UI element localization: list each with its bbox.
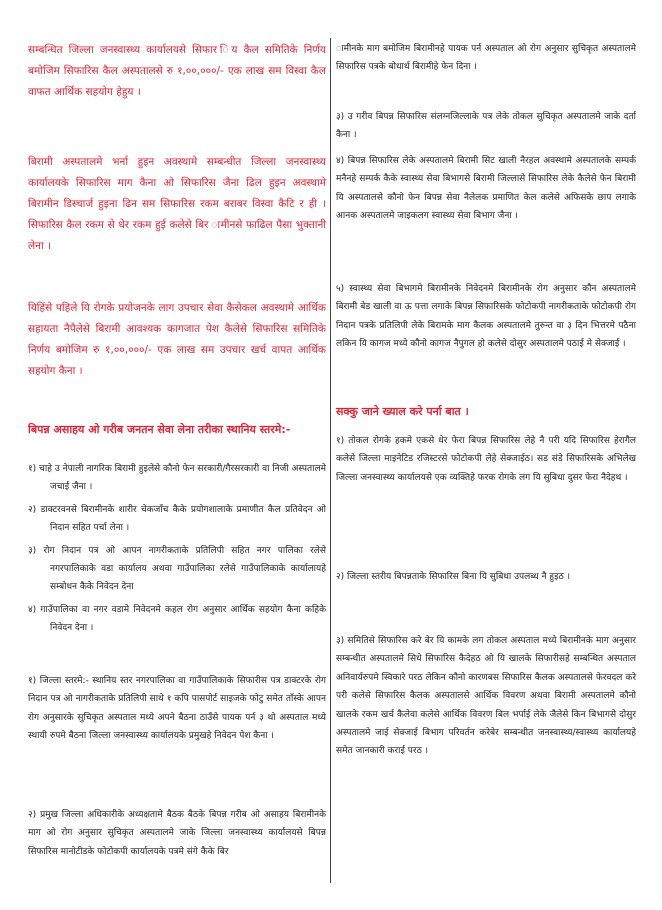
right-item-3: ३) समितिसे सिफारिस करे बेर यि कामके लग तोकल अस्पताल मध्ये बिरामीनके माग अनुसार सम्बन्धीत अस्पतालमे सिधे सिफारिस कैदेहठ ओ यि खालके सिफारीसहे सम्बन्धित अस्पताल अनिवार्यरुपमे स्विकारे परठ लेकिन कौनो कारणबस सिफारिस कैलक अस्पतालसे फेरवदल करे परी कलेसे सिफारिस कैलक अस्पतालसे आर्थिक विवरण अथवा बिरामी अस्पतालमे कौनो खालके रकम खर्च कैलेवा कलेसे आर्थिक विवरण बिल भर्पाई लेके जैलेसे किन बिभागसे दोसुर अस्पतालमे जाई सेक्जाई बिभाग परिवर्तन करेबेर सम्बन्धीत जनस्वास्थ्य/स्वास्थ्य कार्यालयहे समेत जानकारी कराई परठ । xyxy=(336,636,636,757)
list-item xyxy=(28,501,326,538)
right-item-1: १) तोकल रोगके हकमे एकसे धेर फेरा बिपन्न सिफारिस लेहे नै परी यदि सिफारिस हेरागैल कलेसे जिल्ला माइनेटिड रजिस्टरसे फोटोकपी लेहे सेक्जाईठ। सड संडे सिफारिसके अभिलेख जिल्ला जनस्वास्थ्य कार्यालयसे एक व्यक्तिहे फरक रोगके लग यि सुबिधा दुसर फेरा नैदेहथ । xyxy=(336,436,636,483)
left-para-4: १) जिल्ला स्तरमे:- स्थानिय स्तर नगरपालिका वा गाउँपालिकाके सिफारीस पत्र डाक्टरके रोग निदान पत्र ओ नागरीकताके प्रतिलिपी साथे १ कपि पासपोर्ट साइजके फोटु समेत ताँस्के आपन रोग अनुसारके सुचिकृत अस्पताल मध्ये अपने बैठना ठाउँसे पायक पर्न ३ थो अस्पताल मध्ये स्थायी रुपमे बैठना जिल्ला जनस्वास्थ्य कार्यालयके प्रमुखहे निवेदन पेश कैना । xyxy=(28,676,326,742)
list-item xyxy=(28,601,326,638)
left-para-2: बिरामी अस्पतालमे भर्ना हुइन अवस्थामे सम्बन्धीत जिल्ला जनस्वास्थ्य कार्यालयके सिफारिस माग कैना ओ सिफारिस जैना ढिल हुइन अवस्थामे बिरामीन डिस्चार्ज हुइना ढिन सम सिफारिस रकम बराबर विस्वा कैटि र ही । सिफारिस कैल रकम से धेर रकम हुई कलेसे बिर ामीनसे फाढिल पैसा भुक्तानी लेना । xyxy=(28,156,326,252)
list-text: गाउँपालिका वा नगर वडामे निवेदनमे कहल रोग अनुसार आर्थिक सहयोग कैना कहिके निवेदन देना । xyxy=(40,604,326,634)
list-text: रोग निदान पत्र ओ आपन नागरीकताके प्रतिलिपी सहित नगर पालिका रलेसे नगरपालिकाके वडा कार्यालय अथवा गाउँपालिका रलेसे गाउँपालिकाके कार्यालायहे सम्बोधन कैके निवेदन देना xyxy=(43,545,326,593)
left-list xyxy=(28,460,326,638)
left-heading: बिपन्न असाहय ओ गरीब जनतन सेवा लेना तरीका स्थानिय स्तरमे:- xyxy=(28,423,291,436)
list-item xyxy=(28,460,326,497)
right-para-2: ३) उ गरीव बिपन्न सिफारिस संलग्नजिल्लाके पत्र लेके तोकल सुचिकृत अस्पतालमे जाके दर्ता कैना । xyxy=(336,112,636,141)
right-para-3: ४) बिपन्न सिफारिस लेके अस्पतालमे बिरामी सिट खाली नैरहल अवस्थामे अस्पतालके सम्पर्क मनैनहे सम्पर्क कैके स्वास्थ्य सेवा बिभागसे बिरामी जिल्लासे सिफारिस लेके कैलेसे फेन बिरामी यि अस्पतालसे कौनो फेन बिपन्न सेवा नैलेलक प्रमाणित केल कलेसे अफिसके छाप लगाके आनक अस्पतालमे जाइकलग स्वास्थ्य सेवा बिभाग जैना । xyxy=(336,156,636,222)
left-para-3: यिहिंसे पहिले यि रोगके प्रयोजनके लाग उपचार सेवा कैसेकल अवस्थामे आर्थिक सहायता नैपैलेसे बिरामी आवश्यक कागजात पेश कैलेसे सिफारिस समितिके निर्णय बमोजिम रु १,००,०००/- एक लाख सम उपचार खर्च वापत आर्थिक सहयोग कैना । xyxy=(28,302,326,377)
list-text: डाक्टरवनसे बिरामीनके शारीर चेकजाँच कैके प्रयोगशालाके प्रमाणीत कैल प्रतिवेदन ओ निदान सहित पर्चा लेना । xyxy=(40,504,326,534)
list-num: १) xyxy=(28,464,37,474)
list-num: ३) xyxy=(28,545,37,556)
left-para-1: सम्बन्धित जिल्ला जनस्वास्थ्य कार्यालयसे सिफार िय कैल समितिके निर्णय बमोजिम सिफारिस कैल अस्पतालसे रु १,००,०००/- एक लाख सम विस्वा कैल वाफत आर्थिक सहयोग हेहुय । xyxy=(28,44,326,98)
right-item-2: २) जिल्ला स्तरीय बिपन्नताके सिफारिस बिना यि सुबिधा उपलब्ध नै हुइठ । xyxy=(336,572,570,582)
column-divider xyxy=(330,38,331,883)
list-num: २) xyxy=(28,504,37,515)
right-heading: सक्कु जाने ख्याल करे पर्ना बात । xyxy=(336,405,469,418)
left-para-5: २) प्रमुख जिल्ला अधिकारीके अध्यक्षतामे बैठक बैठके बिपन्न गरीब ओ असाहय बिरामीनके माग ओ रोग अनुसार सुचिकृत अस्पतालमे जाके जिल्ला जनस्वास्थ्य कार्यालयसे बिपन्न सिफारिस मानोटीडके फोटोकपी कार्यालयके पत्रमे संगे कैके बिर xyxy=(28,810,326,857)
right-para-1: ामीनके माग बमोजिम बिरामीनहे पायक पर्न अस्पताल ओ रोग अनुसार सुचिकृत अस्पतालमे सिफारिस पत्रके बोधार्थ बिरामीहे फेन दिना । xyxy=(336,44,636,73)
list-item xyxy=(28,542,326,597)
right-para-4: ५) स्वास्थ्य सेवा बिभागमे बिरामीनके निवेदनमे बिरामीनके रोग अनुसार कौन अस्पतालमे बिरामी बेड खाली वा ऊ पत्ता लगाके बिपन्न सिफारिसके फोटोकपी नागरीकताके फोटोकपी रोग निदान पत्रके प्रतिलिपी लेके बिरामके माग कैलक अस्पतालमे तुरुन्त वा ३ दिन भित्तरमे पठैना लकिन यि कागज मध्ये कौनो कागज नैपुगल हो कलेसे दोसुर अस्पतालमे पठाई मे सेक्जाई । xyxy=(336,284,636,350)
list-text: चाहे उ नेपाली नागरिक बिरामी हुइलेसे कौनो फेन सरकारी/गैरसरकारी वा निजी अस्पतालमे जचाई जैना । xyxy=(39,464,326,493)
list-num: ४) xyxy=(28,604,37,615)
